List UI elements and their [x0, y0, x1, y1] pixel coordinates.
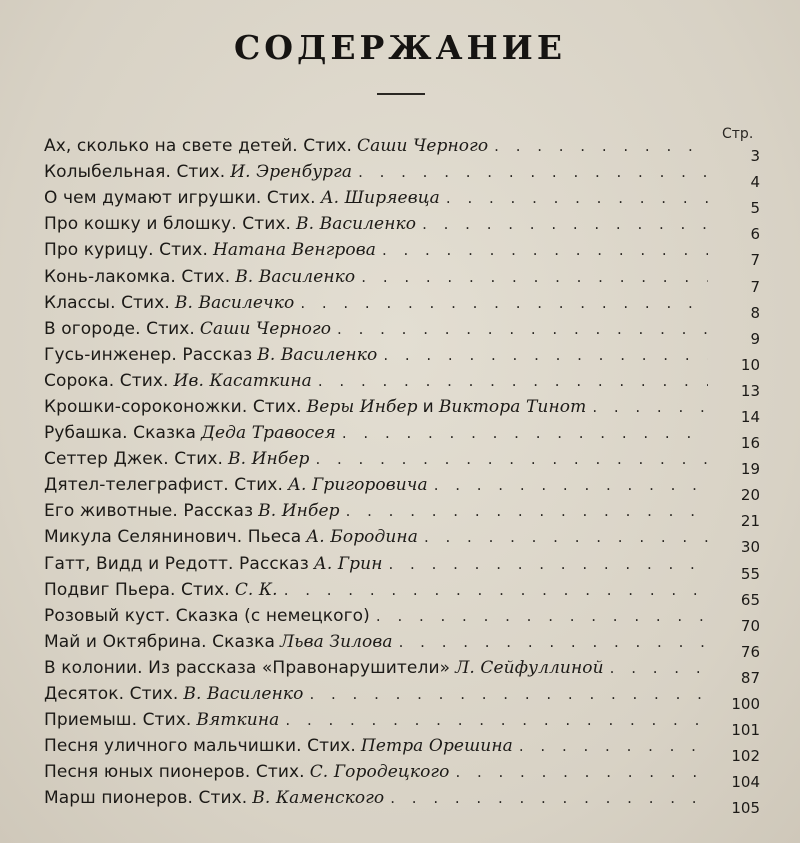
entry-author: С. К.	[234, 579, 278, 600]
toc-entry	[44, 524, 760, 557]
leader-dots	[342, 424, 708, 442]
entry-page-number: 76	[740, 642, 760, 661]
table-of-contents	[44, 133, 760, 818]
entry-author: В. Инбер	[258, 501, 340, 522]
entry-page-number: 6	[750, 225, 760, 244]
toc-entry	[44, 185, 760, 218]
entry-title: Сорока. Стих.	[44, 370, 169, 391]
leader-dots	[376, 607, 708, 625]
entry-page-number: 70	[740, 616, 760, 635]
leader-dots	[389, 555, 708, 573]
entry-author: И. Эренбурга	[230, 162, 353, 183]
leader-dots	[422, 215, 708, 233]
entry-author: Натана Венгрова	[212, 240, 376, 261]
entry-page-number: 19	[740, 460, 760, 479]
leader-dots	[382, 241, 708, 259]
leader-dots	[434, 476, 708, 494]
toc-entry	[44, 237, 760, 270]
toc-entry	[44, 603, 760, 635]
entry-author: А. Ширяевца	[320, 188, 440, 209]
entry-title: Крошки-сороконожки. Стих.	[44, 396, 302, 417]
entry-page-number: 102	[731, 747, 760, 766]
leader-dots	[285, 711, 708, 729]
leader-dots	[446, 189, 708, 207]
leader-dots	[358, 163, 708, 181]
entry-page-number: 3	[750, 147, 760, 166]
page-column-header: Стр.	[722, 126, 754, 142]
entry-title: Подвиг Пьера. Стих.	[44, 579, 230, 600]
entry-author: В. Василенко	[183, 684, 304, 705]
entry-page-number: 101	[731, 721, 760, 740]
entry-page-number: 7	[750, 277, 760, 296]
leader-dots	[592, 398, 708, 416]
entry-page-number: 10	[740, 355, 760, 374]
entry-title: Классы. Стих.	[44, 292, 170, 313]
toc-entry	[44, 263, 760, 296]
entry-title: Ах, сколько на свете детей. Стих.	[44, 136, 353, 157]
entry-page-number: 5	[750, 199, 760, 218]
leader-dots	[383, 346, 708, 364]
toc-entry	[44, 472, 760, 505]
entry-title: О чем думают игрушки. Стих.	[44, 188, 316, 209]
leader-dots	[284, 581, 708, 599]
entry-title: Марш пионеров. Стих.	[44, 788, 248, 809]
leader-dots	[361, 268, 708, 286]
leader-dots	[424, 528, 708, 546]
entry-author: А. Бородина	[306, 527, 418, 548]
entry-title: В огороде. Стих.	[44, 318, 195, 339]
entry-title: Гатт, Видд и Редотт. Рассказ	[44, 553, 309, 574]
entry-author: Ив. Касаткина	[173, 370, 312, 391]
entry-page-number: 9	[750, 329, 760, 348]
toc-entry	[44, 629, 760, 661]
entry-page-number: 87	[740, 668, 760, 687]
toc-entry	[44, 498, 760, 531]
leader-dots	[315, 450, 708, 468]
entry-author: Деда Травосея	[201, 423, 336, 444]
entry-title: Розовый куст. Сказка (с немецкого)	[44, 605, 370, 626]
entry-page-number: 8	[750, 303, 760, 322]
toc-entry	[44, 420, 760, 453]
toc-entry	[44, 159, 760, 192]
leader-dots	[519, 737, 708, 755]
entry-title: Про кошку и блошку. Стих.	[44, 214, 292, 235]
entry-title: Рубашка. Сказка	[44, 423, 197, 444]
entry-title: Микула Селянинович. Пьеса	[44, 527, 302, 548]
entry-page-number: 20	[740, 486, 760, 505]
leader-dots	[390, 789, 708, 807]
entry-author: С. Городецкого	[309, 762, 450, 783]
title-divider	[377, 93, 425, 95]
toc-entry	[44, 368, 760, 400]
entry-author-2: Виктора Тинот	[438, 396, 587, 417]
toc-entry	[44, 551, 760, 583]
entry-page-number: 55	[740, 564, 760, 583]
entry-page-number: 14	[740, 407, 760, 426]
leader-dots	[494, 137, 708, 155]
entry-author: В. Инбер	[228, 449, 310, 470]
entry-title: Конь-лакомка. Стих.	[44, 266, 231, 287]
entry-author: В. Василенко	[296, 214, 417, 235]
entry-page-number: 100	[731, 695, 760, 714]
leader-dots	[399, 633, 708, 651]
entry-page-number: 13	[740, 381, 760, 400]
toc-entry	[44, 342, 760, 374]
entry-title: Его животные. Рассказ	[44, 501, 254, 522]
entry-author: Вяткина	[196, 710, 280, 731]
toc-entry	[44, 655, 760, 687]
entry-page-number: 7	[750, 251, 760, 270]
entry-page-number: 16	[740, 434, 760, 453]
leader-dots	[300, 294, 708, 312]
toc-entry	[44, 785, 760, 818]
entry-author: Саши Черного	[357, 136, 489, 157]
leader-dots	[455, 763, 708, 781]
toc-entry	[44, 316, 760, 348]
leader-dots	[318, 372, 708, 390]
entry-title: Десяток. Стих.	[44, 684, 179, 705]
page-title: СОДЕРЖАНИЕ	[233, 28, 566, 67]
entry-page-number: 4	[750, 173, 760, 192]
entry-title: В колонии. Из рассказа «Правонарушители»	[44, 657, 451, 678]
entry-author: В. Василенко	[257, 344, 378, 365]
toc-entry	[44, 394, 760, 426]
entry-author: Льва Зилова	[280, 631, 393, 652]
entry-author: А. Грин	[313, 553, 383, 574]
entry-title: Песня уличного мальчишки. Стих.	[44, 736, 356, 757]
entry-title: Сеттер Джек. Стих.	[44, 449, 224, 470]
leader-dots	[346, 502, 708, 520]
entry-author: В. Каменского	[252, 788, 385, 809]
entry-connector: и	[422, 396, 434, 417]
entry-author: Саши Черного	[199, 318, 332, 339]
entry-author: Петра Орешина	[360, 736, 513, 757]
entry-author: Веры Инбер	[306, 396, 418, 417]
toc-entry	[44, 681, 760, 714]
entry-title: Колыбельная. Стих.	[44, 162, 226, 183]
toc-entry	[44, 577, 760, 609]
entry-page-number: 105	[731, 799, 760, 818]
entry-page-number: 65	[740, 590, 760, 609]
entry-author: Л. Сейфуллиной	[455, 657, 604, 678]
entry-page-number: 30	[740, 538, 760, 557]
toc-entry	[44, 707, 760, 740]
leader-dots	[610, 659, 708, 677]
entry-title: Гусь-инженер. Рассказ	[44, 344, 253, 365]
entry-title: Приемыш. Стих.	[44, 710, 192, 731]
entry-title: Про курицу. Стих.	[44, 240, 208, 261]
entry-page-number: 104	[731, 773, 760, 792]
entry-title: Песня юных пионеров. Стих.	[44, 762, 305, 783]
toc-entry	[44, 759, 760, 792]
toc-entry	[44, 733, 760, 766]
entry-author: В. Василенко	[235, 266, 356, 287]
entry-title: Дятел-телеграфист. Стих.	[44, 475, 284, 496]
toc-entry	[44, 290, 760, 322]
toc-entry	[44, 133, 760, 166]
entry-author: В. Василечко	[174, 292, 295, 313]
toc-entry	[44, 446, 760, 479]
entry-author: А. Григоровича	[288, 475, 428, 496]
entry-title: Май и Октябрина. Сказка	[44, 631, 276, 652]
entry-page-number: 21	[740, 512, 760, 531]
leader-dots	[309, 685, 708, 703]
toc-entry	[44, 211, 760, 244]
leader-dots	[337, 320, 708, 338]
